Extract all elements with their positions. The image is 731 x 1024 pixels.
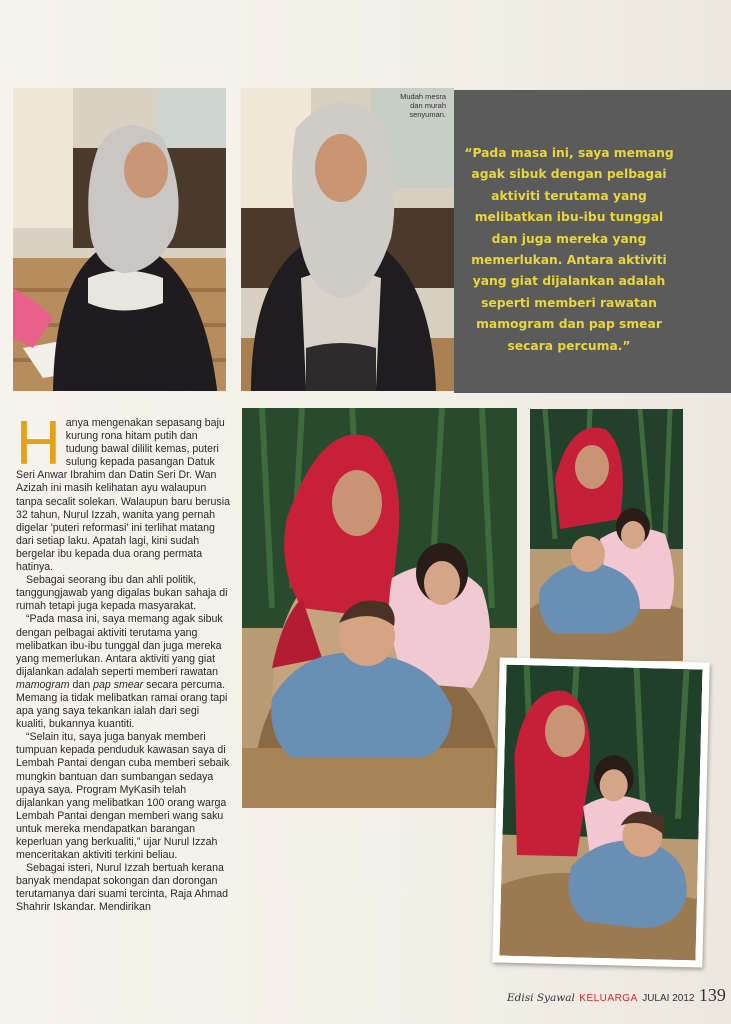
drop-cap: H — [16, 409, 61, 478]
paragraph-text: “Pada masa ini, saya memang agak sibuk dengan pelbagai aktiviti terutama yang melibatkan ibu-ibu tunggal dan juga mereka yang memerlukan. Antara aktiviti yang giat dijalankan adalah seperti memberi rawatan — [16, 613, 223, 678]
page-number: 139 — [698, 985, 726, 1005]
footer-edition: Edisi Syawal — [507, 992, 575, 1004]
caption-line: Mudah mesra — [400, 92, 446, 101]
italic-term: pap smear — [93, 678, 144, 691]
article-paragraph: Sebagai seorang ibu dan ahli politik, tanggungjawab yang digalas bukan sahaja di rumah tetapi juga kepada masyarakat. — [16, 574, 228, 613]
article-body — [16, 409, 230, 915]
photo-seated-table — [13, 88, 226, 391]
italic-term: mamogram — [16, 678, 70, 691]
caption-line: dan murah — [410, 101, 446, 110]
photo-family-small-bottom — [499, 665, 702, 961]
footer-date: JULAI 2012 — [642, 993, 695, 1004]
photo-family-small-top — [530, 409, 683, 661]
paragraph-text: dan — [69, 678, 94, 691]
paragraph-text: secara percuma. Memang ia tidak melibatkan ramai orang tapi apa yang saya tekankan ialah dari segi kualiti, bukannya kuantiti. — [16, 678, 228, 731]
article-paragraph: Sebagai isteri, Nurul Izzah bertuah kerana banyak mendapat sokongan dan dorongan terutamanya dari suami tercinta, Raja Ahmad Shahrir Iskandar. Mendirikan — [16, 862, 228, 914]
paragraph-text: anya mengenakan sepasang baju kurung rona hitam putih dan tudung bawal dililit kemas, puteri sulung kepada pasangan Datuk Seri Anwar Ibrahim dan Datin Seri Dr. Wan Azizah ini masih kelihatan ayu walaupun tanpa secalit solekan. Walaupun baru berusia 32 tahun, Nurul Izzah, wanita yang pernah digelar 'puteri reformasi' ini terlihat matang dari setiap laku. Apatah lagi, kini sudah bergelar ibu kepada dua orang permata hatinya. — [16, 417, 230, 574]
article-paragraph: “Selain itu, saya juga banyak memberi tumpuan kepada penduduk kawasan saya di Lembah Pantai dengan cuba memberi sebaik mungkin bantuan dan sumbangan sedaya upaya saya. Program MyKasih telah dijalankan yang melibatkan 100 orang warga Lembah Pantai dengan memberi wang saku untuk mereka mendapatkan barangan keperluan yang berkualiti,” ujar Nurul Izzah menceritakan aktiviti terkini beliau. — [16, 731, 230, 862]
photo-family-large — [242, 408, 517, 808]
article-paragraph — [16, 613, 230, 731]
footer-brand: KELUARGA — [579, 993, 638, 1004]
photo-frame-tilted — [492, 657, 709, 967]
page-footer — [507, 985, 726, 1005]
pull-quote: “Pada masa ini, saya memang agak sibuk dengan pelbagai aktiviti terutama yang melibatkan ibu-ibu tunggal dan juga mereka yang memerlukan. Antara aktiviti yang giat dijalankan adalah seperti memberi rawatan mamogram dan pap smear secara percuma.” — [464, 146, 674, 353]
photo-caption — [376, 92, 446, 119]
article-paragraph — [16, 409, 230, 574]
photo-smiling-portrait — [241, 88, 454, 391]
caption-line: senyuman. — [409, 110, 446, 119]
